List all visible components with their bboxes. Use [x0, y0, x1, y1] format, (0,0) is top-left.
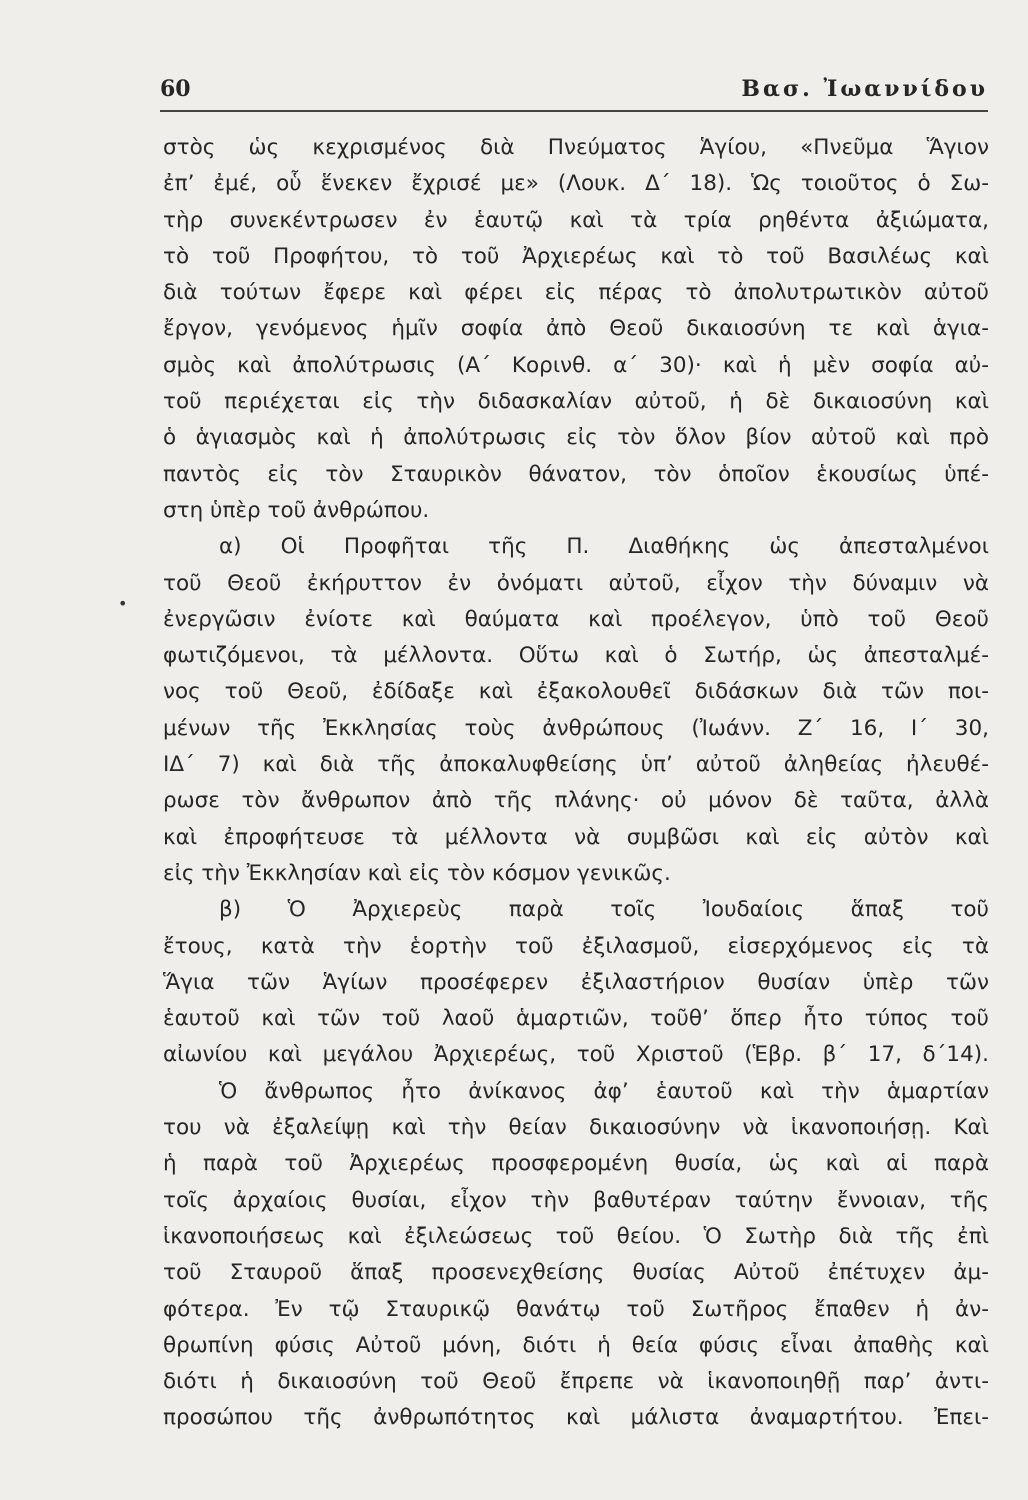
section-heading-line: α) Οἱ Προφῆται τῆς Π. Διαθήκης ὡς ἀπεσταλμένοι	[219, 534, 989, 560]
text-line: αἰωνίου καὶ μεγάλου Ἀρχιερέως, τοῦ Χριστοῦ (Ἑβρ. β΄ 17, δ΄14).	[163, 1042, 989, 1068]
section-heading-line: β) Ὁ Ἀρχιερεὺς παρὰ τοῖς Ἰουδαίοις ἅπαξ τοῦ	[219, 897, 989, 923]
running-head: Βασ. Ἰωαννίδου	[741, 76, 988, 102]
text-line: καὶ ἐπροφήτευσε τὰ μέλλοντα νὰ συμβῶσι καὶ εἰς αὐτὸν καὶ	[163, 824, 989, 850]
text-line: τοῦ Θεοῦ ἐκήρυττον ἐν ὀνόματι αὐτοῦ, εἶχον τὴν δύναμιν νὰ	[163, 570, 989, 596]
text-line: τοῖς ἀρχαίοις θυσίαι, εἶχον τὴν βαθυτέραν ταύτην ἔννοιαν, τῆς	[163, 1187, 989, 1213]
text-line: ἐνεργῶσιν ἐνίοτε καὶ θαύματα καὶ προέλεγον, ὑπὸ τοῦ Θεοῦ	[163, 606, 989, 632]
text-line: ἔργον, γενόμενος ἡμῖν σοφία ἀπὸ Θεοῦ δικαιοσύνη τε καὶ ἁγια-	[163, 316, 989, 342]
text-line: τὴρ συνεκέντρωσεν ἐν ἑαυτῷ καὶ τὰ τρία ρηθέντα ἀξιώματα,	[163, 207, 989, 233]
text-line: στη ὑπὲρ τοῦ ἀνθρώπου.	[163, 497, 430, 523]
text-line: σμὸς καὶ ἀπολύτρωσις (Α΄ Κορινθ. α΄ 30)· καὶ ἡ μὲν σοφία αὐ-	[163, 352, 989, 378]
text-line: ὁ ἁγιασμὸς καὶ ἡ ἀπολύτρωσις εἰς τὸν ὅλον βίον αὐτοῦ καὶ πρὸ	[163, 425, 989, 451]
text-line: διότι ἡ δικαιοσύνη τοῦ Θεοῦ ἔπρεπε νὰ ἱκανοποιηθῇ παρ’ ἀντι-	[163, 1369, 989, 1395]
text-line: στὸς ὡς κεχρισμένος διὰ Πνεύματος Ἁγίου, «Πνεῦμα Ἅγιον	[163, 135, 989, 160]
page-header	[160, 70, 988, 110]
text-line: νος τοῦ Θεοῦ, ἐδίδαξε καὶ ἐξακολουθεῖ διδάσκων διὰ τῶν ποι-	[163, 679, 989, 705]
text-line: ἑαυτοῦ καὶ τῶν τοῦ λαοῦ ἁμαρτιῶν, τοῦθ’ ὅπερ ἦτο τύπος τοῦ	[163, 1006, 989, 1032]
text-line: Ἅγια τῶν Ἁγίων προσέφερεν ἐξιλαστήριον θυσίαν ὑπὲρ τῶν	[163, 969, 989, 995]
text-line: διὰ τούτων ἔφερε καὶ φέρει εἰς πέρας τὸ ἀπολυτρωτικὸν αὐτοῦ	[163, 280, 989, 306]
text-line: ἔτους, κατὰ τὴν ἑορτὴν τοῦ ἐξιλασμοῦ, εἰσερχόμενος εἰς τὰ	[163, 933, 989, 959]
text-line: τὸ τοῦ Προφήτου, τὸ τοῦ Ἀρχιερέως καὶ τὸ τοῦ Βασιλέως καὶ	[163, 243, 989, 269]
text-line: ρωσε τὸν ἄνθρωπον ἀπὸ τῆς πλάνης· οὐ μόνον δὲ ταῦτα, ἀλλὰ	[163, 788, 989, 814]
body-text	[163, 130, 989, 1437]
text-line: παντὸς εἰς τὸν Σταυρικὸν θάνατον, τὸν ὁποῖον ἑκουσίως ὑπέ-	[163, 461, 989, 487]
header-rule	[160, 110, 988, 112]
text-line: ἐπ’ ἐμέ, οὗ ἕνεκεν ἔχρισέ με» (Λουκ. Δ΄ 18). Ὡς τοιοῦτος ὁ Σω-	[163, 171, 989, 197]
margin-mark: •	[118, 594, 128, 613]
text-line: προσώπου τῆς ἀνθρωπότητος καὶ μάλιστα ἀναμαρτήτου. Ἐπει-	[163, 1405, 989, 1431]
text-line: του νὰ ἐξαλείψῃ καὶ τὴν θείαν δικαιοσύνην νὰ ἱκανοποιήσῃ. Καὶ	[163, 1115, 989, 1141]
text-line: εἰς τὴν Ἐκκλησίαν καὶ εἰς τὸν κόσμον γενικῶς.	[163, 860, 671, 886]
text-line: μένων τῆς Ἐκκλησίας τοὺς ἀνθρώπους (Ἰωάνν. Ζ΄ 16, Ι΄ 30,	[163, 715, 989, 741]
text-line: ἱκανοποιήσεως καὶ ἐξιλεώσεως τοῦ θείου. Ὁ Σωτὴρ διὰ τῆς ἐπὶ	[163, 1223, 989, 1249]
text-line: φότερα. Ἐν τῷ Σταυρικῷ θανάτῳ τοῦ Σωτῆρος ἔπαθεν ἡ ἀν-	[163, 1296, 989, 1322]
page-number: 60	[160, 76, 191, 102]
text-line: τοῦ περιέχεται εἰς τὴν διδασκαλίαν αὐτοῦ, ἡ δὲ δικαιοσύνη καὶ	[163, 389, 989, 415]
text-line: Ὁ ἄνθρωπος ἦτο ἀνίκανος ἀφ’ ἑαυτοῦ καὶ τὴν ἁμαρτίαν	[219, 1078, 989, 1104]
text-line: ἡ παρὰ τοῦ Ἀρχιερέως προσφερομένη θυσία, ὡς καὶ αἱ παρὰ	[163, 1151, 989, 1177]
text-line: τοῦ Σταυροῦ ἅπαξ προσενεχθείσης θυσίας Αὐτοῦ ἐπέτυχεν ἀμ-	[163, 1260, 989, 1286]
text-line: φωτιζόμενοι, τὰ μέλλοντα. Οὕτω καὶ ὁ Σωτήρ, ὡς ἀπεσταλμέ-	[163, 643, 989, 669]
text-line: θρωπίνη φύσις Αὐτοῦ μόνη, διότι ἡ θεία φύσις εἶναι ἀπαθὴς καὶ	[163, 1332, 989, 1358]
text-line: ΙΔ΄ 7) καὶ διὰ τῆς ἀποκαλυφθείσης ὑπ’ αὐτοῦ ἀληθείας ἠλευθέ-	[163, 752, 989, 778]
